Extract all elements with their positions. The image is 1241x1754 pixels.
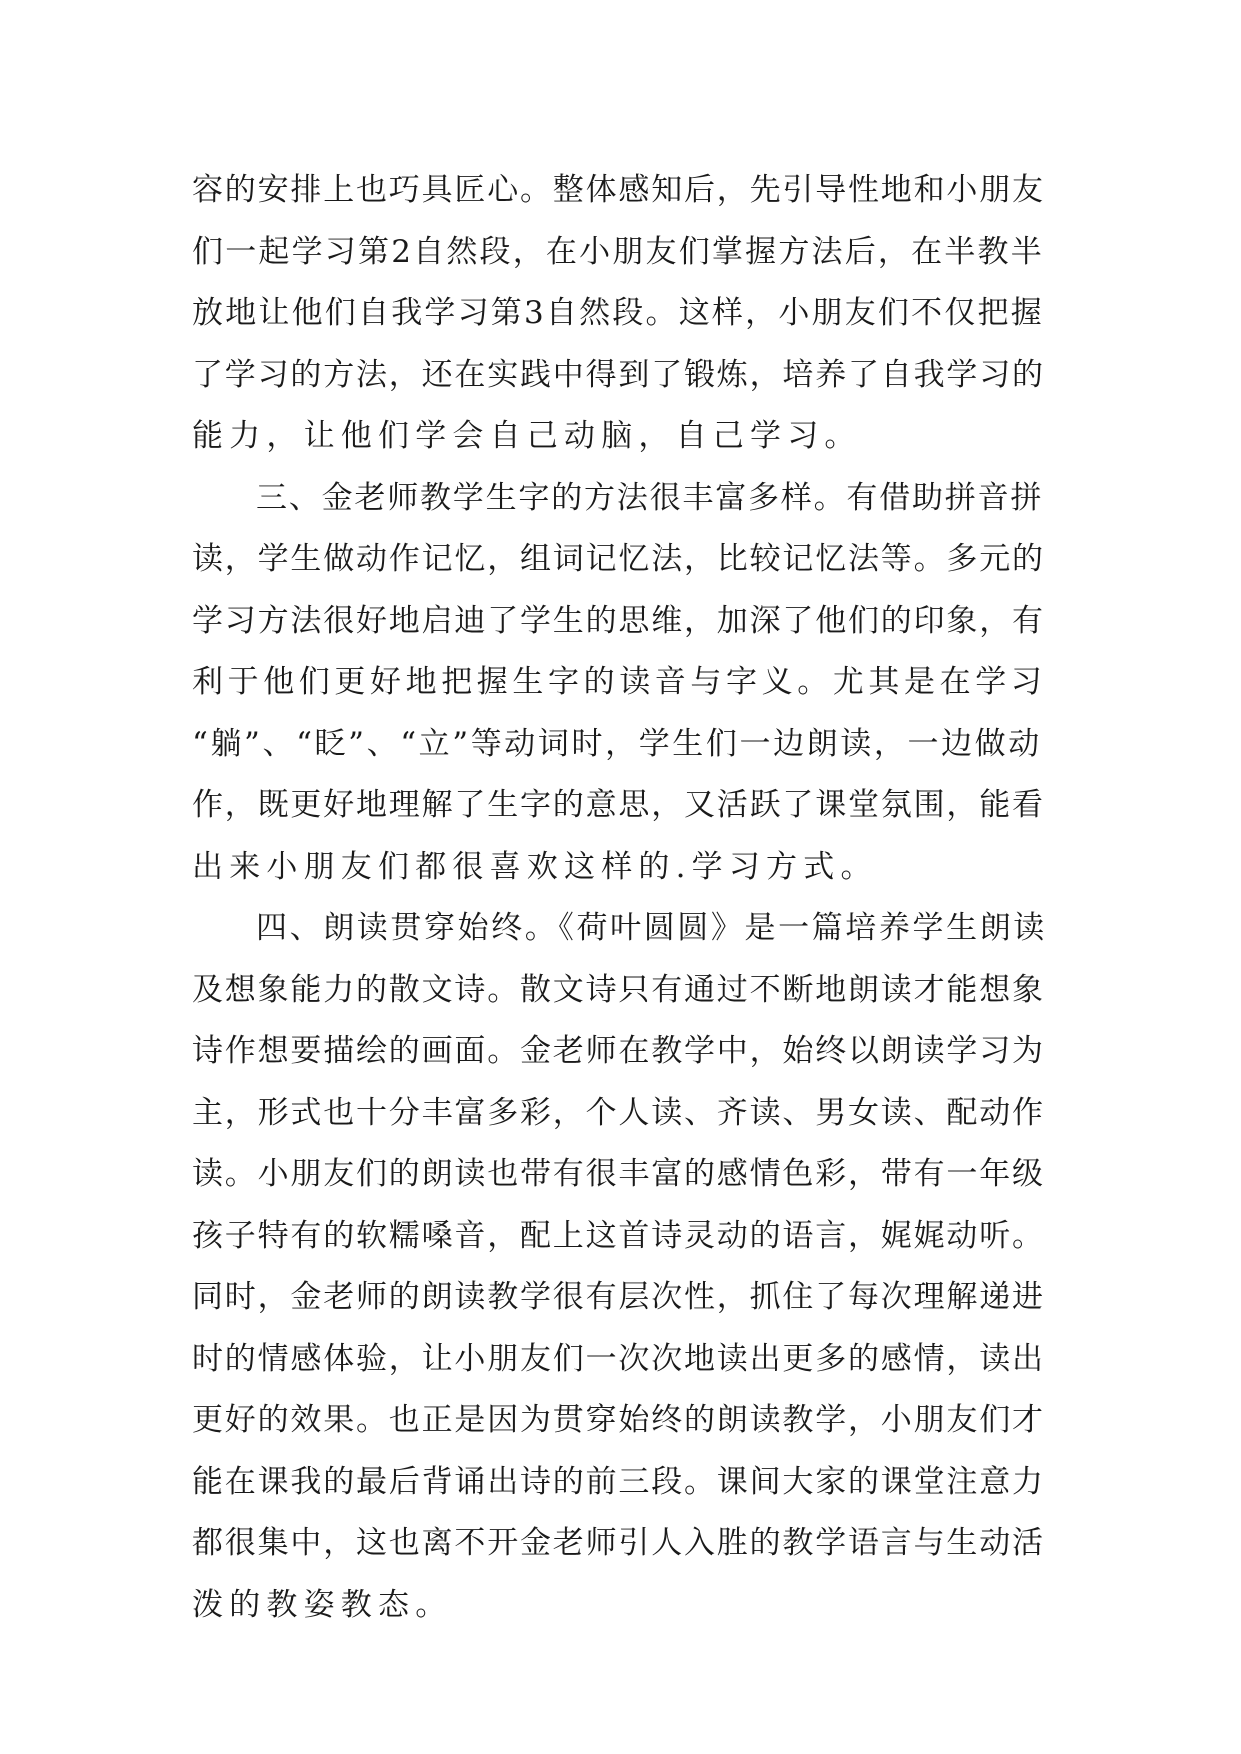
- text-line: 学习方法很好地启迪了学生的思维，加深了他们的印象，有: [192, 602, 1045, 639]
- text-line: 了学习的方法，还在实践中得到了锻炼，培养了自我学习的: [192, 356, 1045, 393]
- text-line: 及想象能力的散文诗。散文诗只有通过不断地朗读才能想象: [192, 971, 1045, 1008]
- paragraph-start-line: 四、朗读贯穿始终。《荷叶圆圆》是一篇培养学生朗读: [256, 910, 1047, 946]
- text-line: 更好的效果。也正是因为贯穿始终的朗读教学，小朋友们才: [192, 1402, 1045, 1438]
- text-line: 同时，金老师的朗读教学很有层次性，抓住了每次理解递进: [192, 1279, 1045, 1315]
- text-line: 能在课我的最后背诵出诗的前三段。课间大家的课堂注意力: [192, 1463, 1045, 1500]
- text-line: 利于他们更好地把握生字的读音与字义。尤其是在学习: [192, 664, 1047, 700]
- text-line: 孩子特有的软糯嗓音，配上这首诗灵动的语言，娓娓动听。: [192, 1217, 1045, 1254]
- text-line: 诗作想要描绘的画面。金老师在教学中，始终以朗读学习为: [192, 1033, 1045, 1069]
- text-line: 能力，让他们学会自己动脑，自己学习。: [192, 418, 862, 454]
- paragraph-start-line: 三、金老师教学生字的方法很丰富多样。有借助拼音拼: [256, 479, 1044, 516]
- text-line: 主，形式也十分丰富多彩，个人读、齐读、男女读、配动作: [192, 1094, 1045, 1131]
- text-line: 们一起学习第2自然段，在小朋友们掌握方法后，在半教半: [192, 233, 1044, 270]
- text-line: 时的情感体验，让小朋友们一次次地读出更多的感情，读出: [192, 1340, 1045, 1377]
- text-line: 读。小朋友们的朗读也带有很丰富的感情色彩，带有一年级: [192, 1156, 1045, 1192]
- text-line: 容的安排上也巧具匠心。整体感知后，先引导性地和小朋友: [192, 172, 1045, 208]
- document-body: [192, 160, 1052, 1636]
- text-line: “躺”、“眨”、“立”等动词时，学生们一边朗读，一边做动: [192, 725, 1042, 762]
- text-line: 作，既更好地理解了生字的意思，又活跃了课堂氛围，能看: [192, 787, 1045, 823]
- text-line: 读，学生做动作记忆，组词记忆法，比较记忆法等。多元的: [192, 541, 1045, 577]
- text-line: 都很集中，这也离不开金老师引人入胜的教学语言与生动活: [192, 1525, 1045, 1561]
- text-line: 出来小朋友们都很喜欢这样的.学习方式。: [192, 848, 878, 885]
- text-line: 泼的教姿教态。: [192, 1586, 453, 1623]
- text-line: 放地让他们自我学习第3自然段。这样，小朋友们不仅把握: [192, 295, 1044, 331]
